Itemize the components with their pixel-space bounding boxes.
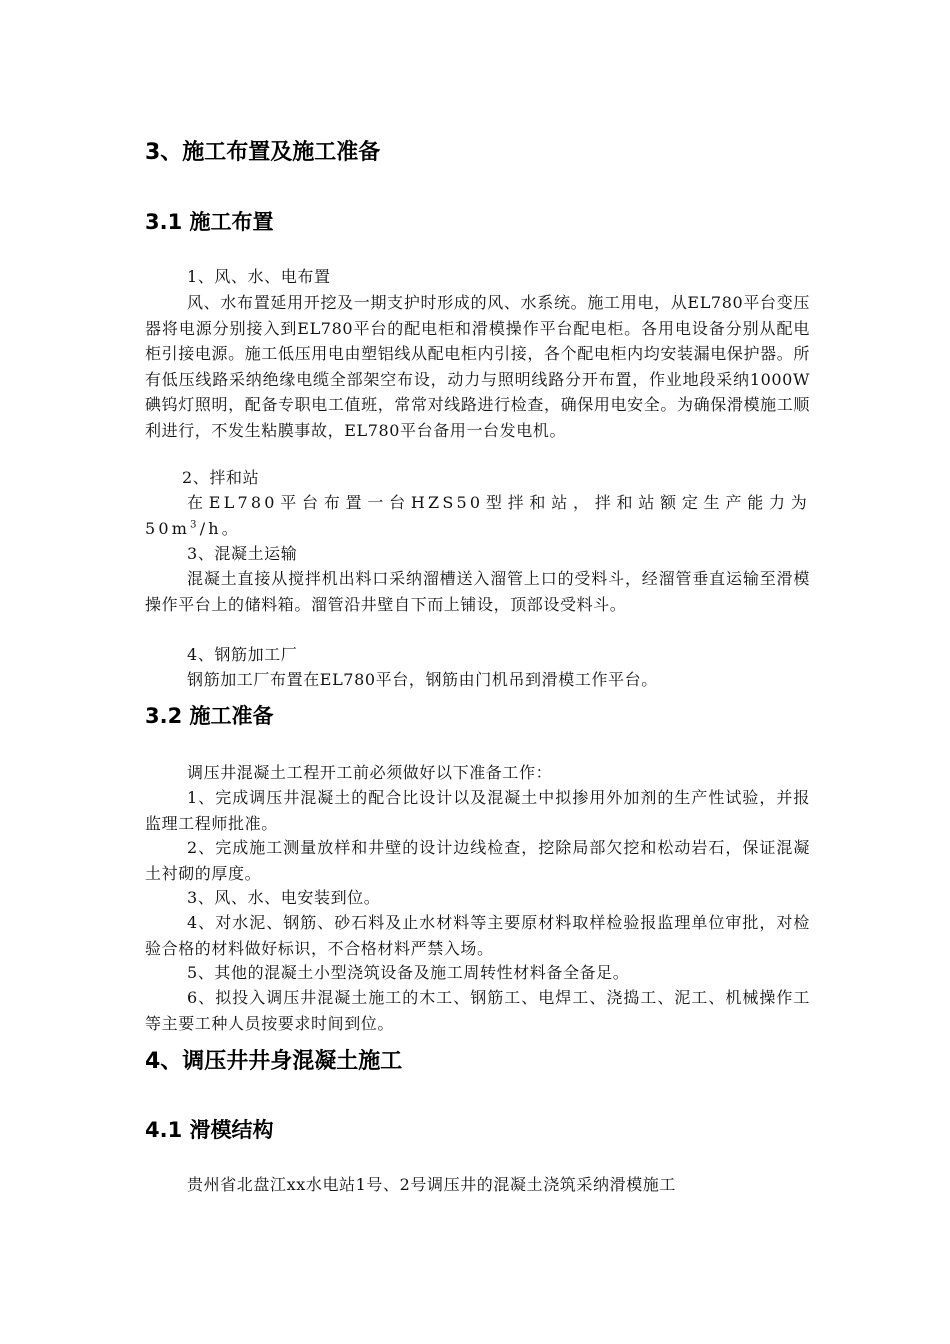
paragraph-rebar-plant-body: 钢筋加工厂布置在EL780平台，钢筋由门机吊到滑模工作平台。 xyxy=(187,670,658,689)
paragraph-prep-item-3: 3、风、水、电安装到位。 xyxy=(187,888,381,907)
paragraph-concrete-transport-heading: 3、混凝土运输 xyxy=(187,544,298,563)
superscript-3: 3 xyxy=(190,519,200,531)
paragraph-wind-water-power-body: 风、水布置延用开挖及一期支护时形成的风、水系统。施工用电，从EL780平台变压器将电源分别接入到EL780平台的配电柜和滑模操作平台配电柜。各用电设备分别从配电柜引接电源。施工低压用电由塑铝线从配电柜内引接，各个配电柜内均安装漏电保护器。所有低压线路采纳绝缘电缆全部架空布设，动力与照明线路分开布置，作业地段采纳1000W碘钨灯照明，配备专职电工值班，常常对线路进行检查，确保用电安全。为确保滑模施工顺利进行，不发生粘膜事故，EL780平台备用一台发电机。 xyxy=(145,293,810,440)
section-3-title: 3、施工布置及施工准备 xyxy=(145,140,381,165)
section-4-title: 4、调压井井身混凝土施工 xyxy=(145,1049,403,1074)
paragraph-prep-item-4: 4、对水泥、钢筋、砂石料及止水材料等主要原材料取样检验报监理单位审批，对检验合格的材料做好标识，不合格材料严禁入场。 xyxy=(145,913,810,958)
section-3-2-title: 3.2 施工准备 xyxy=(145,704,274,728)
paragraph-wind-water-power-heading: 1、风、水、电布置 xyxy=(187,267,331,286)
paragraph-prep-item-1: 1、完成调压井混凝土的配合比设计以及混凝土中拟掺用外加剂的生产性试验，并报监理工程师批准。 xyxy=(145,788,810,833)
paragraph-slipform-intro: 贵州省北盘江xx水电站1号、2号调压井的混凝土浇筑采纳滑模施工 xyxy=(187,1175,677,1194)
paragraph-mixing-station-body xyxy=(145,490,810,541)
mixing-station-text: 在EL780平台布置一台HZS50型拌和站，拌和站额定生产能力为50m xyxy=(145,493,810,538)
paragraph-prep-item-6: 6、拟投入调压井混凝土施工的木工、钢筋工、电焊工、浇捣工、泥工、机械操作工等主要工种人员按要求时间到位。 xyxy=(145,988,810,1033)
paragraph-rebar-plant-heading: 4、钢筋加工厂 xyxy=(187,645,298,664)
paragraph-prep-item-5: 5、其他的混凝土小型浇筑设备及施工周转性材料备全备足。 xyxy=(187,963,630,982)
paragraph-concrete-transport-body: 混凝土直接从搅拌机出料口采纳溜槽送入溜管上口的受料斗，经溜管垂直运输至滑模操作平台上的储料箱。溜管沿井壁自下而上铺设，顶部设受料斗。 xyxy=(145,569,810,614)
paragraph-mixing-station-heading: 2、拌和站 xyxy=(182,468,260,487)
section-4-1-title: 4.1 滑模结构 xyxy=(145,1118,274,1142)
paragraph-prep-intro: 调压井混凝土工程开工前必须做好以下准备工作： xyxy=(187,763,553,782)
section-3-1-title: 3.1 施工布置 xyxy=(145,210,274,234)
mixing-station-unit: /h。 xyxy=(199,518,241,538)
paragraph-prep-item-2: 2、完成施工测量放样和井壁的设计边线检查，挖除局部欠挖和松动岩石，保证混凝土衬砌的厚度。 xyxy=(145,838,810,883)
